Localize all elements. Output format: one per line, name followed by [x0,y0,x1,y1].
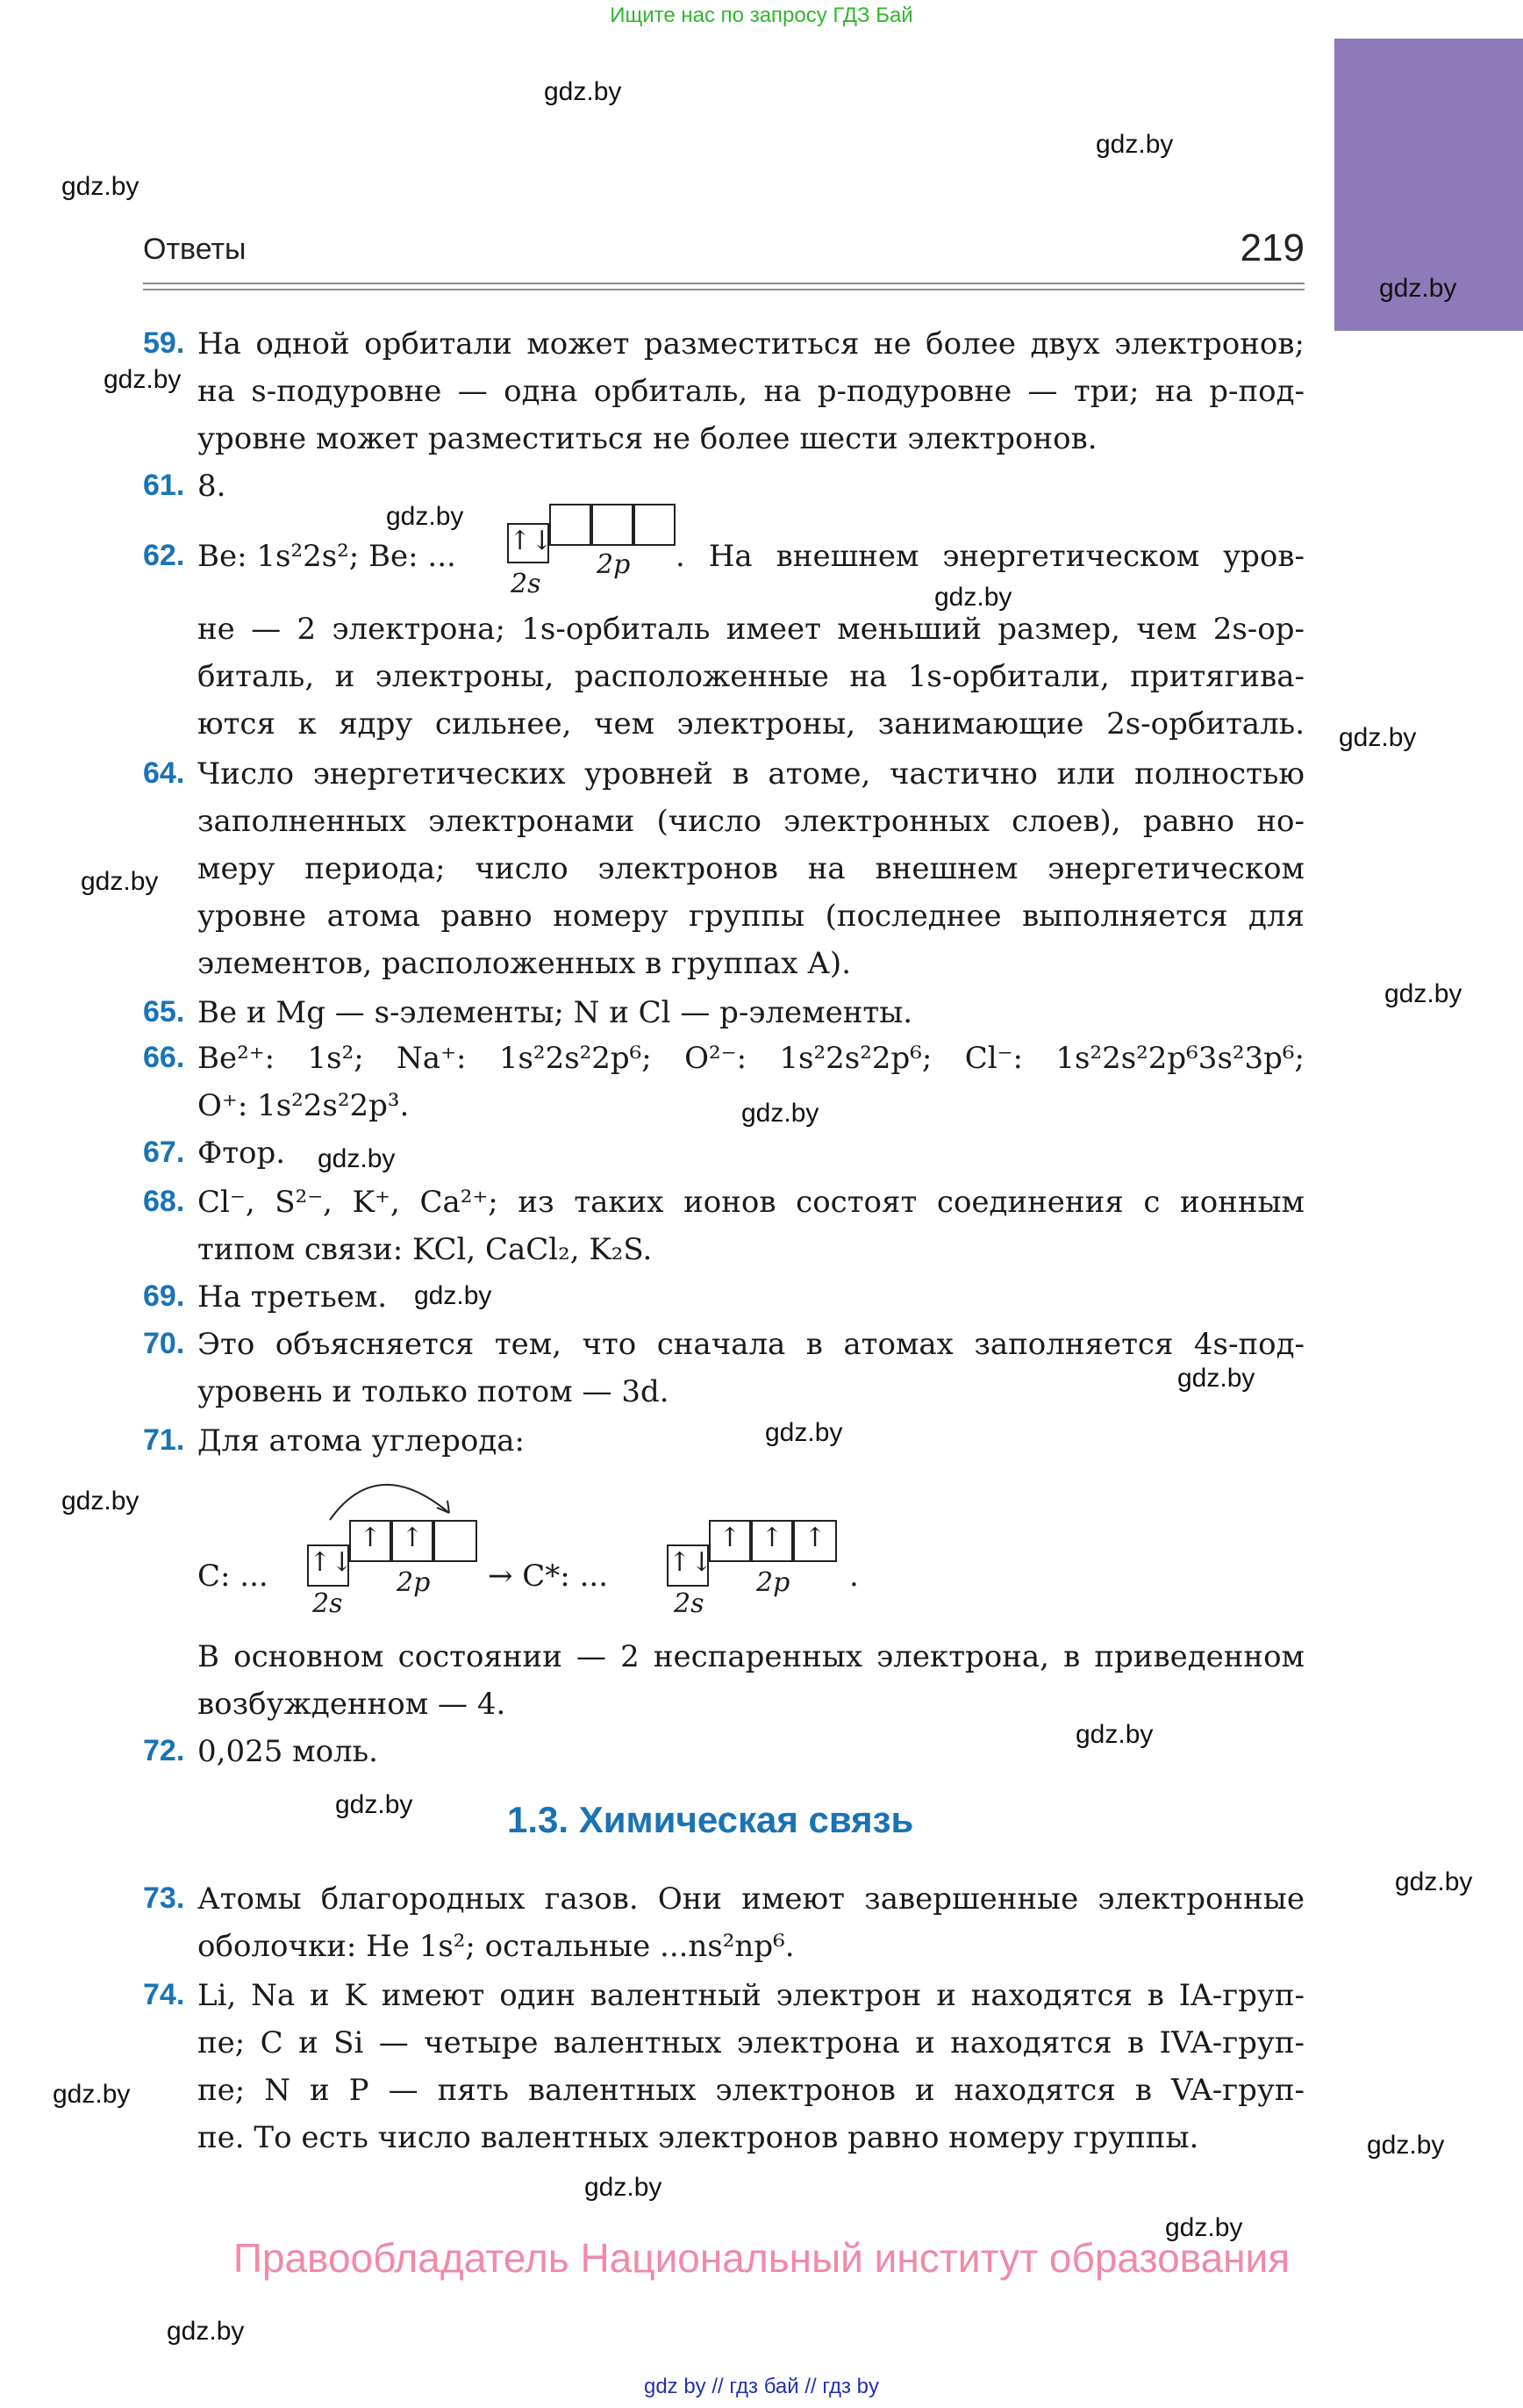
answer-number: 69. [143,1279,185,1313]
answer-line: типом связи: KCl, CaCl₂, K₂S. [197,1232,653,1267]
answer-line: пе. То есть число валентных электронов равно номеру группы. [197,2120,1199,2155]
orbital-2p-cell [433,1520,477,1562]
orbital-label-2s: 2s [674,1588,704,1619]
answer-number: 64. [143,756,185,790]
bottom-links[interactable]: gdz by // гдз бай // гдз by [643,2375,880,2398]
orbital-label-2p: 2p [597,549,631,580]
answer-text: Фтор. [197,1136,286,1171]
running-title: Ответы [143,233,247,266]
watermark: gdz.by [386,502,464,531]
answer-line: уровне атома равно номеру группы (последнее выполняется для [197,899,1305,934]
answer-number: 68. [143,1185,185,1218]
answer-text: 8. [197,469,226,504]
answer-number: 73. [143,1881,185,1915]
watermark: gdz.by [765,1418,843,1447]
electron-jump-arrow-icon [325,1462,465,1525]
orbital-2p-cell: ↑ [391,1520,433,1562]
watermark: gdz.by [1384,979,1462,1008]
watermark: gdz.by [1177,1364,1255,1393]
answer-number: 70. [143,1327,185,1360]
answer-line: уровень и только потом — 3d. [197,1374,669,1409]
carbon-ground-label: C: ... [197,1559,268,1594]
watermark: gdz.by [1165,2213,1243,2242]
orbital-label-2p: 2p [756,1567,790,1598]
answer-number: 72. [143,1734,185,1767]
watermark: gdz.by [1339,723,1417,752]
watermark: gdz.by [61,172,139,201]
orbital-2p-cell: ↑ [793,1520,837,1562]
page-number: 219 [1240,226,1305,269]
answer-text: На третьем. [197,1279,388,1315]
orbital-2s-cell: ↑↓ [307,1544,349,1587]
section-title: 1.3. Химическая связь [507,1799,914,1840]
orbital-label-2p: 2p [397,1567,431,1598]
answer-line: пе; C и Si — четыре валентных электрона и находятся в IVA-груп- [197,2025,1305,2060]
top-banner[interactable]: Ищите нас по запросу ГДЗ Бай [610,4,913,27]
answer-number: 74. [143,1978,185,2011]
answer-text: . На внешнем энергетическом уров- [676,539,1305,574]
watermark: gdz.by [167,2317,245,2346]
watermark: gdz.by [414,1281,492,1310]
watermark: gdz.by [335,1790,413,1819]
answer-line: на s-подуровне — одна орбиталь, на p-подуровне — три; на p-под- [197,374,1305,409]
diagram-end-dot: . [849,1559,859,1594]
watermark: gdz.by [1096,130,1174,159]
answer-line: Атомы благородных газов. Они имеют завершенные электронные [197,1881,1305,1917]
answer-number: 61. [143,469,185,502]
answer-number: 59. [143,326,185,360]
orbital-2s-cell: ↑↓ [667,1544,709,1587]
header-rule [143,283,1305,284]
answer-number: 66. [143,1041,185,1074]
answer-line: оболочки: He 1s²; остальные ...ns²np⁶. [197,1929,795,1964]
watermark: gdz.by [584,2173,662,2202]
answer-number: 62. [143,539,185,572]
answer-line: элементов, расположенных в группах А). [197,946,851,981]
answer-text: Be: 1s²2s²; Be: ... [197,539,456,574]
answer-text: 0,025 моль. [197,1734,378,1769]
orbital-2p-cell: ↑ [349,1520,391,1562]
orbital-2p-cell [549,504,591,546]
answer-line: O⁺: 1s²2s²2p³. [197,1088,410,1123]
orbital-label-2s: 2s [312,1588,343,1619]
answer-line: возбужденном — 4. [197,1687,506,1722]
answer-line: На одной орбитали может разместиться не более двух электронов; [197,326,1305,362]
watermark: gdz.by [318,1144,396,1173]
orbital-label-2s: 2s [511,569,541,599]
answer-line: ются к ядру сильнее, чем электроны, занимающие 2s-орбиталь. [197,706,1305,742]
watermark: gdz.by [61,1487,139,1516]
watermark: gdz.by [1367,2131,1445,2160]
watermark: gdz.by [1076,1720,1154,1749]
orbital-2p-cell: ↑ [709,1520,751,1562]
orbital-2s-cell: ↑↓ [507,523,549,563]
answer-number: 67. [143,1136,185,1169]
answer-line: заполненных электронами (число электронных слоев), равно но- [197,804,1305,839]
answer-text: Be и Mg — s-элементы; N и Cl — p-элементы. [197,995,913,1030]
answer-line: Это объясняется тем, что сначала в атомах заполняется 4s-под- [197,1327,1305,1362]
watermark: gdz.by [741,1099,819,1128]
answer-number: 71. [143,1423,185,1457]
orbital-2p-cell [591,504,633,546]
answer-line: Число энергетических уровней в атоме, частично или полностью [197,756,1305,792]
answer-text: Для атома углерода: [197,1423,526,1458]
watermark: gdz.by [544,77,622,106]
header-rule [143,289,1305,290]
orbital-2p-cell [633,504,676,546]
answer-line: пе; N и P — пять валентных электронов и находятся в VA-груп- [197,2073,1305,2108]
answer-line: Li, Na и K имеют один валентный электрон и находятся в IA-груп- [197,1978,1305,2013]
carbon-excited-label: → C*: ... [488,1559,608,1594]
answer-line: уровне может разместиться не более шести электронов. [197,421,1098,456]
watermark: gdz.by [934,583,1012,612]
watermark: gdz.by [104,365,182,394]
orbital-2p-cell: ↑ [751,1520,793,1562]
watermark: gdz.by [1379,274,1457,303]
watermark: gdz.by [53,2080,131,2109]
answer-line: Cl⁻, S²⁻, K⁺, Ca²⁺; из таких ионов состоят соединения с ионным [197,1185,1305,1220]
answer-number: 65. [143,995,185,1028]
answer-line: биталь, и электроны, расположенные на 1s-орбитали, притягива- [197,659,1305,694]
watermark: gdz.by [1395,1867,1473,1896]
answer-line: меру периода; число электронов на внешнем энергетическом [197,851,1305,886]
answer-line: В основном состоянии — 2 неспаренных электрона, в приведенном [197,1639,1305,1674]
answer-line: Be²⁺: 1s²; Na⁺: 1s²2s²2p⁶; O²⁻: 1s²2s²2p⁶; Cl⁻: 1s²2s²2p⁶3s²3p⁶; [197,1041,1305,1076]
copyright-notice: Правообладатель Национальный институт образования [232,2235,1291,2281]
watermark: gdz.by [81,867,159,896]
answer-line: не — 2 электрона; 1s-орбиталь имеет меньший размер, чем 2s-ор- [197,612,1305,647]
